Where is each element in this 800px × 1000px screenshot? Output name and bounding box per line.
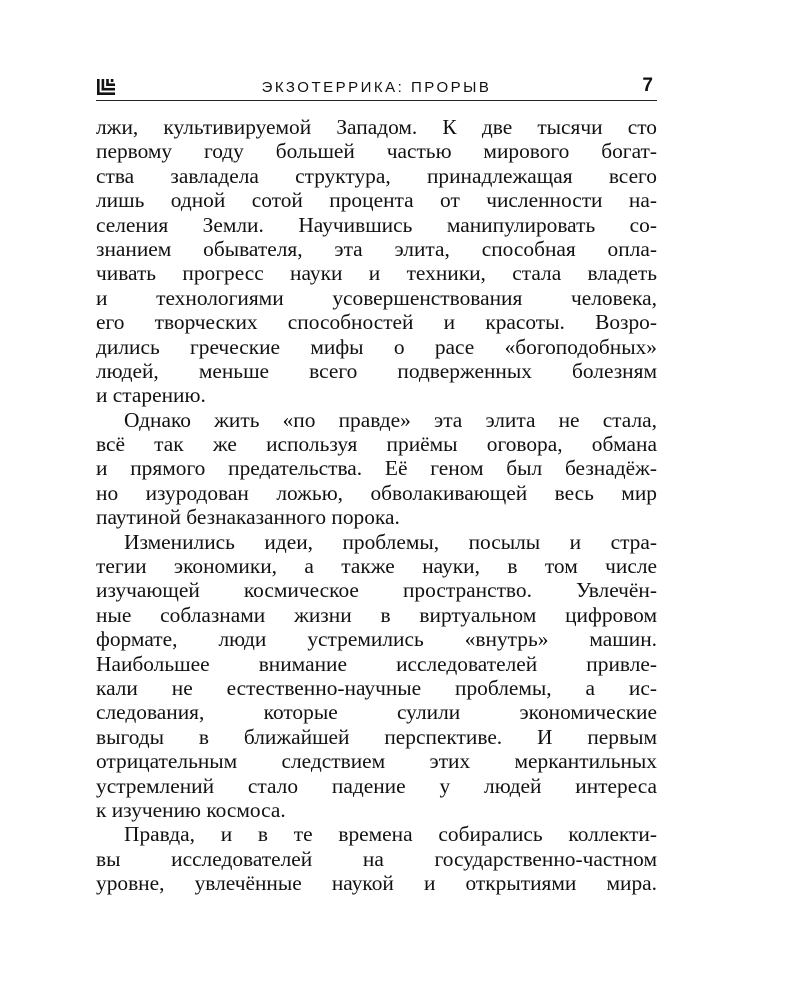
text-line: но изуродован ложью, обволакивающей весь мир [96, 480, 657, 505]
text-line: Изменились идеи, проблемы, посылы и стра- [124, 529, 657, 554]
text-line: следования, которые сулили экономические [96, 700, 657, 725]
text-line: и технологиями усовершенствования человека, [96, 285, 657, 310]
text-line: дились греческие мифы о расе «богоподобных» [96, 334, 657, 359]
text-line: вы исследователей на государственно-частном [96, 846, 657, 871]
paragraph [96, 115, 657, 408]
text-line: тегии экономики, а также науки, в том числе [96, 554, 657, 579]
text-line: ства завладела структура, принадлежащая всего [96, 163, 657, 188]
text-line: селения Земли. Научившись манипулировать со- [96, 212, 657, 237]
text-line: изучающей космическое пространство. Увлечён- [96, 578, 657, 603]
text-line: Наибольшее внимание исследователей привле- [96, 651, 657, 676]
running-head-title: ЭКЗОТЕРРИКА: ПРОРЫВ [261, 79, 492, 96]
text-line: Правда, и в те времена собирались коллекти- [124, 822, 657, 847]
text-line: Однако жить «по правде» эта элита не стала, [124, 407, 657, 432]
text-line: его творческих способностей и красоты. Возро- [96, 310, 657, 335]
text-line: первому году большей частью мирового богат- [96, 139, 657, 164]
book-page [96, 72, 657, 896]
text-line: и прямого предательства. Её геном был безнадёж- [96, 456, 657, 481]
text-line: устремлений стало падение у людей интереса [96, 773, 657, 798]
text-line: и старению. [96, 383, 206, 408]
text-line: ные соблазнами жизни в виртуальном цифровом [96, 602, 657, 627]
text-line: чивать прогресс науки и техники, стала владеть [96, 261, 657, 286]
text-line: выгоды в ближайшей перспективе. И первым [96, 724, 657, 749]
text-line: лишь одной сотой процента от численности на- [96, 188, 657, 213]
paragraph [96, 530, 657, 823]
text-line: кали не естественно-научные проблемы, а ис- [96, 675, 657, 700]
text-line: уровне, увлечённые наукой и открытиями мира. [96, 871, 657, 896]
text-line: к изучению космоса. [96, 797, 286, 822]
paragraph [96, 408, 657, 530]
body-text [96, 115, 657, 896]
text-line: лжи, культивируемой Западом. К две тысячи сто [96, 115, 657, 139]
text-line: формате, люди устремились «внутрь» машин. [96, 627, 657, 652]
text-line: паутиной безнаказанного порока. [96, 505, 400, 530]
paragraph [96, 822, 657, 895]
text-line: всё так же используя приёмы оговора, обмана [96, 432, 657, 457]
text-line: отрицательным следствием этих меркантильных [96, 749, 657, 774]
page-number: 7 [642, 75, 653, 96]
text-line: знанием обывателя, эта элита, способная опла- [96, 236, 657, 261]
running-header [96, 72, 657, 101]
text-line: людей, меньше всего подверженных болезням [96, 358, 657, 383]
